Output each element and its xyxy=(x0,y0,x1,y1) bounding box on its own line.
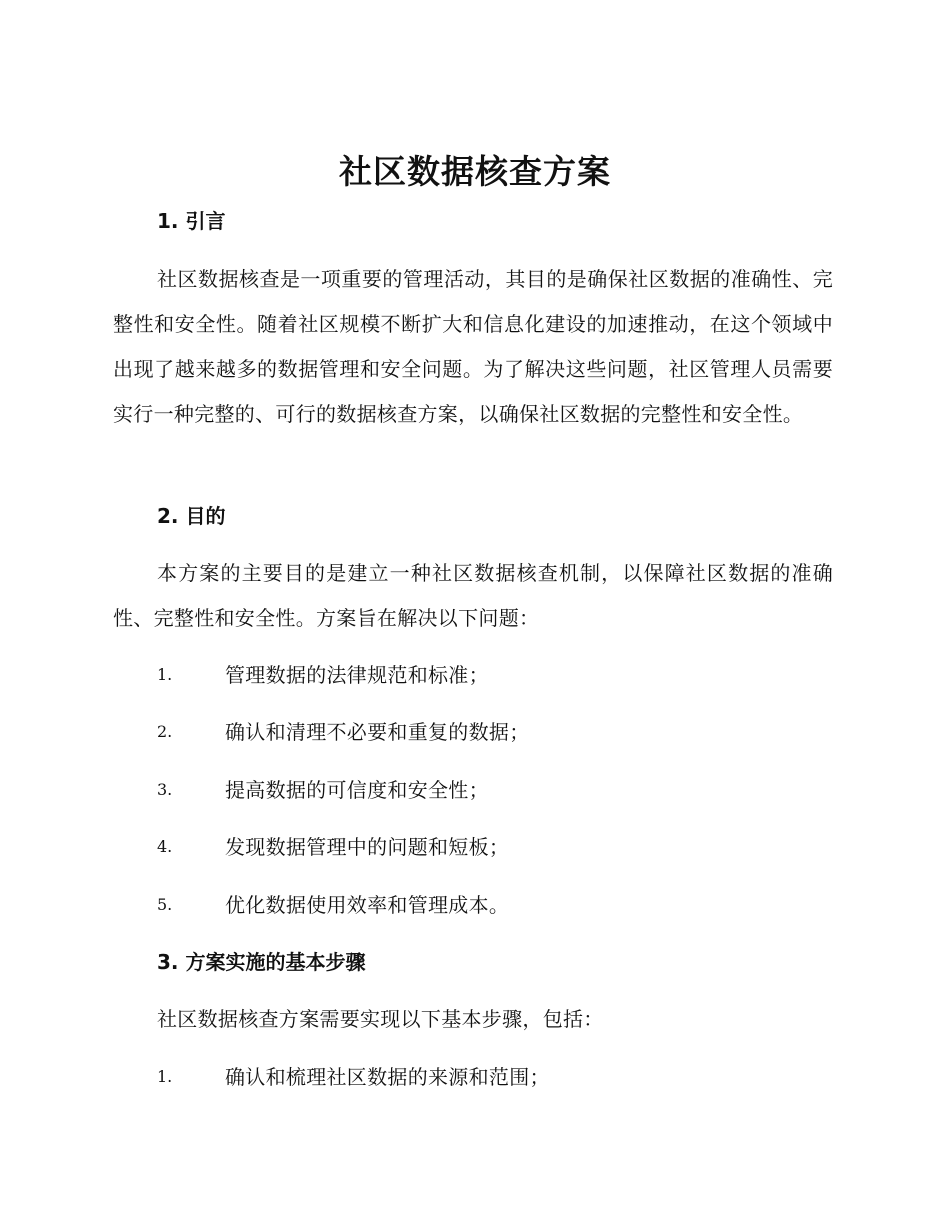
section-paragraph-steps: 社区数据核查方案需要实现以下基本步骤，包括： xyxy=(157,1007,604,1031)
list-item-number: 4. xyxy=(157,837,173,856)
list-item-text: 确认和清理不必要和重复的数据； xyxy=(225,720,530,744)
list-item xyxy=(157,832,837,862)
list-item-text: 提高数据的可信度和安全性； xyxy=(225,778,489,802)
list-item-number: 1. xyxy=(157,665,173,684)
section-paragraph-intro: 社区数据核查是一项重要的管理活动，其目的是确保社区数据的准确性、完整性和安全性。随着社区规模不断扩大和信息化建设的加速推动，在这个领域中出现了越来越多的数据管理和安全问题。为了解决这些问题，社区管理人员需要实行一种完整的、可行的数据核查方案，以确保社区数据的完整性和安全性。 xyxy=(113,267,833,426)
list-item-number: 1. xyxy=(157,1067,173,1086)
list-item xyxy=(157,717,837,747)
list-item-text: 确认和梳理社区数据的来源和范围； xyxy=(225,1065,550,1089)
section-heading-intro: 1. 引言 xyxy=(157,209,226,233)
list-item-text: 管理数据的法律规范和标准； xyxy=(225,663,489,687)
section-paragraph-purpose: 本方案的主要目的是建立一种社区数据核查机制，以保障社区数据的准确性、完整性和安全性。方案旨在解决以下问题： xyxy=(113,561,833,630)
list-item-text: 发现数据管理中的问题和短板； xyxy=(225,835,510,859)
document-title: 社区数据核查方案 xyxy=(339,152,611,191)
list-item xyxy=(157,660,837,690)
list-item-number: 2. xyxy=(157,722,173,741)
section-heading-purpose: 2. 目的 xyxy=(157,504,226,528)
list-item xyxy=(157,775,837,805)
list-item-text: 优化数据使用效率和管理成本。 xyxy=(225,893,510,917)
list-item-number: 3. xyxy=(157,780,173,799)
list-item xyxy=(157,1062,837,1092)
list-item xyxy=(157,890,837,920)
section-heading-steps: 3. 方案实施的基本步骤 xyxy=(157,950,366,974)
list-item-number: 5. xyxy=(157,895,173,914)
